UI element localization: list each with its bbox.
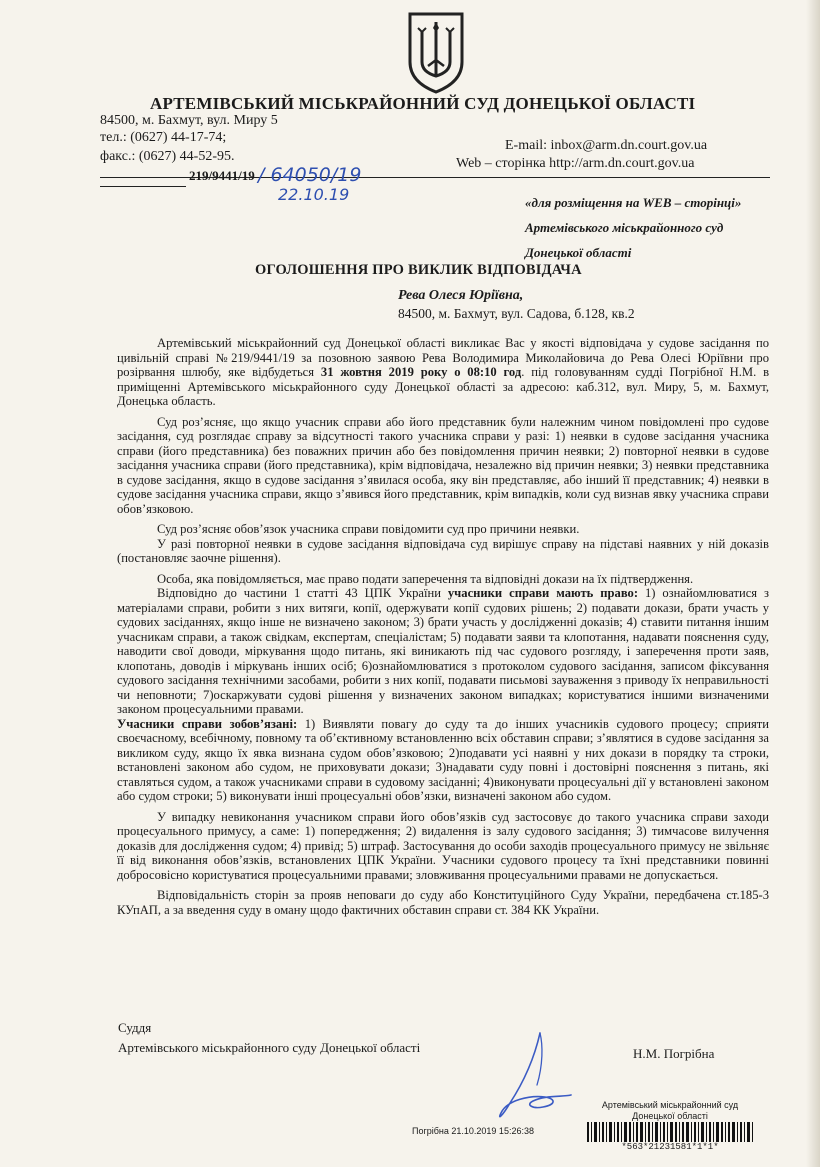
- court-address: 84500, м. Бахмут, вул. Миру 5: [100, 113, 278, 128]
- web-note-line1: «для розміщення на WEB – сторінці»: [525, 195, 742, 210]
- court-phone: тел.: (0627) 44-17-74;: [100, 130, 227, 145]
- objection-right-paragraph: Особа, яка повідомляється, має право подати заперечення та відповідні докази на їх підтвердження.: [157, 571, 694, 586]
- default-judgment-paragraph: У разі повторної неявки в судове засідання відповідача суд вирішує справу на підставі наявних у ній доказів (постановляє заочне рішення).: [117, 536, 769, 565]
- page-edge-shadow: [806, 0, 820, 1167]
- court-fax: факс.: (0627) 44-52-95.: [100, 149, 235, 164]
- rights-paragraph: [117, 586, 769, 717]
- web-note-line2: Артемівського міськрайонного суд: [525, 220, 724, 235]
- duties-text: 1) Виявляти повагу до суду та до інших учасників судового процесу; сприяти своєчасному, всебічному, повному та об’єктивному встановленню всіх обставин справи; з’являтися в судове засідання за викликом суду, якщо їх явка визнана судом обов’язковою; 2)подавати усі наявні у них докази в порядку та строки, встановлені законом або судом, не приховувати докази; 3)надавати суду повні і достовірні пояснення з питань, які ставляться судом, а також учасниками справи в судовому засіданні; 4)виконувати процесуальні дії у встановлені законом або судом строки; 5) виконувати інші процесуальні обов’язки, визначені законом або судом.: [117, 716, 769, 803]
- judge-court: Артемівського міськрайонного суду Донецької області: [118, 1040, 421, 1055]
- coat-of-arms-icon: [406, 10, 466, 94]
- notice-heading: ОГОЛОШЕННЯ ПРО ВИКЛИК ВІДПОВІДАЧА: [255, 262, 582, 278]
- stamp-line1: Артемівський міськрайонний суд: [601, 1100, 739, 1110]
- handwritten-outgoing-number: / 64050/19: [258, 164, 362, 186]
- liability-paragraph: Відповідальність сторін за прояв неповаги до суду або Конституційного Суду України, передбачена ст.185-3 КУпАП, а за введення суду в оману щодо фактичних обставин справи ст. 384 КК України.: [117, 888, 769, 917]
- coercion-paragraph: У випадку невиконання учасником справи його обов’язків суд застосовує до такого учасника справи заходи процесуального примусу, а саме: 1) попередження; 2) видалення із залу судового засідання; 3) тимчасове вилучення доказів для дослідження судом; 4) привід; 5) штраф. Застосування до особи заходів процесуального примусу не звільняє її від виконання обов’язків, встановлених ЦПК України. Учасники судового процесу та їхні представники повинні добросовісно користуватися процесуальними правами; зловживання процесуальними правами не допускається.: [117, 809, 769, 882]
- case-registration-number: 219/9441/19: [189, 168, 255, 183]
- e-signature-note: Погрібна 21.10.2019 15:26:38: [412, 1126, 534, 1136]
- court-email: E-mail: inbox@arm.dn.court.gov.ua: [505, 138, 708, 153]
- duties-paragraph: [117, 717, 769, 804]
- rights-text-a: Відповідно до частини 1 статті 43 ЦПК України: [157, 586, 448, 600]
- handwritten-signature: [485, 1025, 575, 1125]
- reg-underline: [100, 186, 186, 187]
- recipient-address: 84500, м. Бахмут, вул. Садова, б.128, кв.2: [398, 306, 635, 321]
- duties-heading: Учасники справи зобов’язані:: [117, 716, 298, 731]
- court-website: Web – сторінка http://arm.dn.court.gov.ua: [456, 156, 695, 171]
- summons-text-a: Артемівський міськрайонний суд Донецької області викликає Вас у якості відповідача у судове засідання по цивільній справі №219/9441/19 за позовною заявою Рева Володимира Миколайовича до Рева Олесі Юріївни про розірвання шлюбу, яке відбудеться: [117, 336, 769, 379]
- notify-duty-paragraph: Суд роз’ясняє обов’язок учасника справи повідомити суд про причини неявки.: [157, 522, 580, 536]
- rights-text-b: 1) ознайомлюватися з матеріалами справи, робити з них витяги, копії, одержувати копії судових рішень; 2) подавати докази, брати участь у судових засіданнях, якщо інше не визначено законом; 3) брати участь у дослідженні доказів; 4) ставити питання іншим учасникам справи, а також свідкам, експертам, спеціалістам; 5) подавати заяви та клопотання, надавати пояснення суду, наводити свої доводи, міркування щодо питань, які виникають під час судового розгляду, і заперечення проти заяв, клопотань, доводів і міркувань інших осіб; 6)ознайомлюватися з протоколом судового засідання, записом фіксування судового засідання технічними засобами, робити з них копії, подавати письмові зауваження з приводу їх неправильності чи неповноти; 7)оскаржувати судові рішення у визначених законом випадках; користуватися іншими визначеними законом процесуальними правами.: [117, 586, 770, 716]
- handwritten-outgoing-date: 22.10.19: [278, 185, 350, 204]
- stamp-line2: Донецької області: [632, 1111, 708, 1121]
- registry-stamp: [585, 1100, 755, 1153]
- summons-text-b: . під головуванням судді Погрібної Н.М. в приміщенні Артемівського міськрайонного суду Донецької області за адресою: каб.312, вул. Миру, 5, м. Бахмут, Донецька область.: [117, 365, 770, 408]
- barcode-code: *563*21231581*1*1*: [621, 1142, 719, 1152]
- hearing-date: 31 жовтня 2019 року о 08:10 год: [320, 365, 522, 379]
- court-name: АРТЕМІВСЬКИЙ МІСЬКРАЙОННИЙ СУД ДОНЕЦЬКОЇ ОБЛАСТІ: [150, 94, 696, 113]
- summons-paragraph: [117, 336, 769, 409]
- web-note-line3: Донецької області: [525, 245, 632, 260]
- recipient-name: Рева Олеся Юріївна,: [398, 288, 524, 303]
- notice-body: [117, 336, 769, 917]
- rights-heading: учасники справи мають право:: [447, 586, 639, 600]
- barcode-icon: [585, 1122, 755, 1142]
- judge-title: Суддя: [118, 1020, 152, 1035]
- judge-name: Н.М. Погрібна: [633, 1046, 715, 1061]
- absence-rules-paragraph: Суд роз’ясняє, що якщо учасник справи або його представник були належним чином повідомлені про судове засідання, суд розглядає справу за відсутності такого учасника справи у разі: 1) неявки в судове засідання учасника справи (його представника) без поважних причин або без повідомлення причин неявки; 2) повторної неявки в судове засідання учасника справи (його представника), крім відповідача, незалежно від причин неявки; 3) неявки представника в судове засідання, якщо в судове засідання з’явилася особа, яку він представляє, або інший її представник; 4) неявки в судове засідання учасника справи, якщо з’явився його представник, крім випадків, коли суд визнав явку учасника справи обов’язковою.: [117, 414, 769, 516]
